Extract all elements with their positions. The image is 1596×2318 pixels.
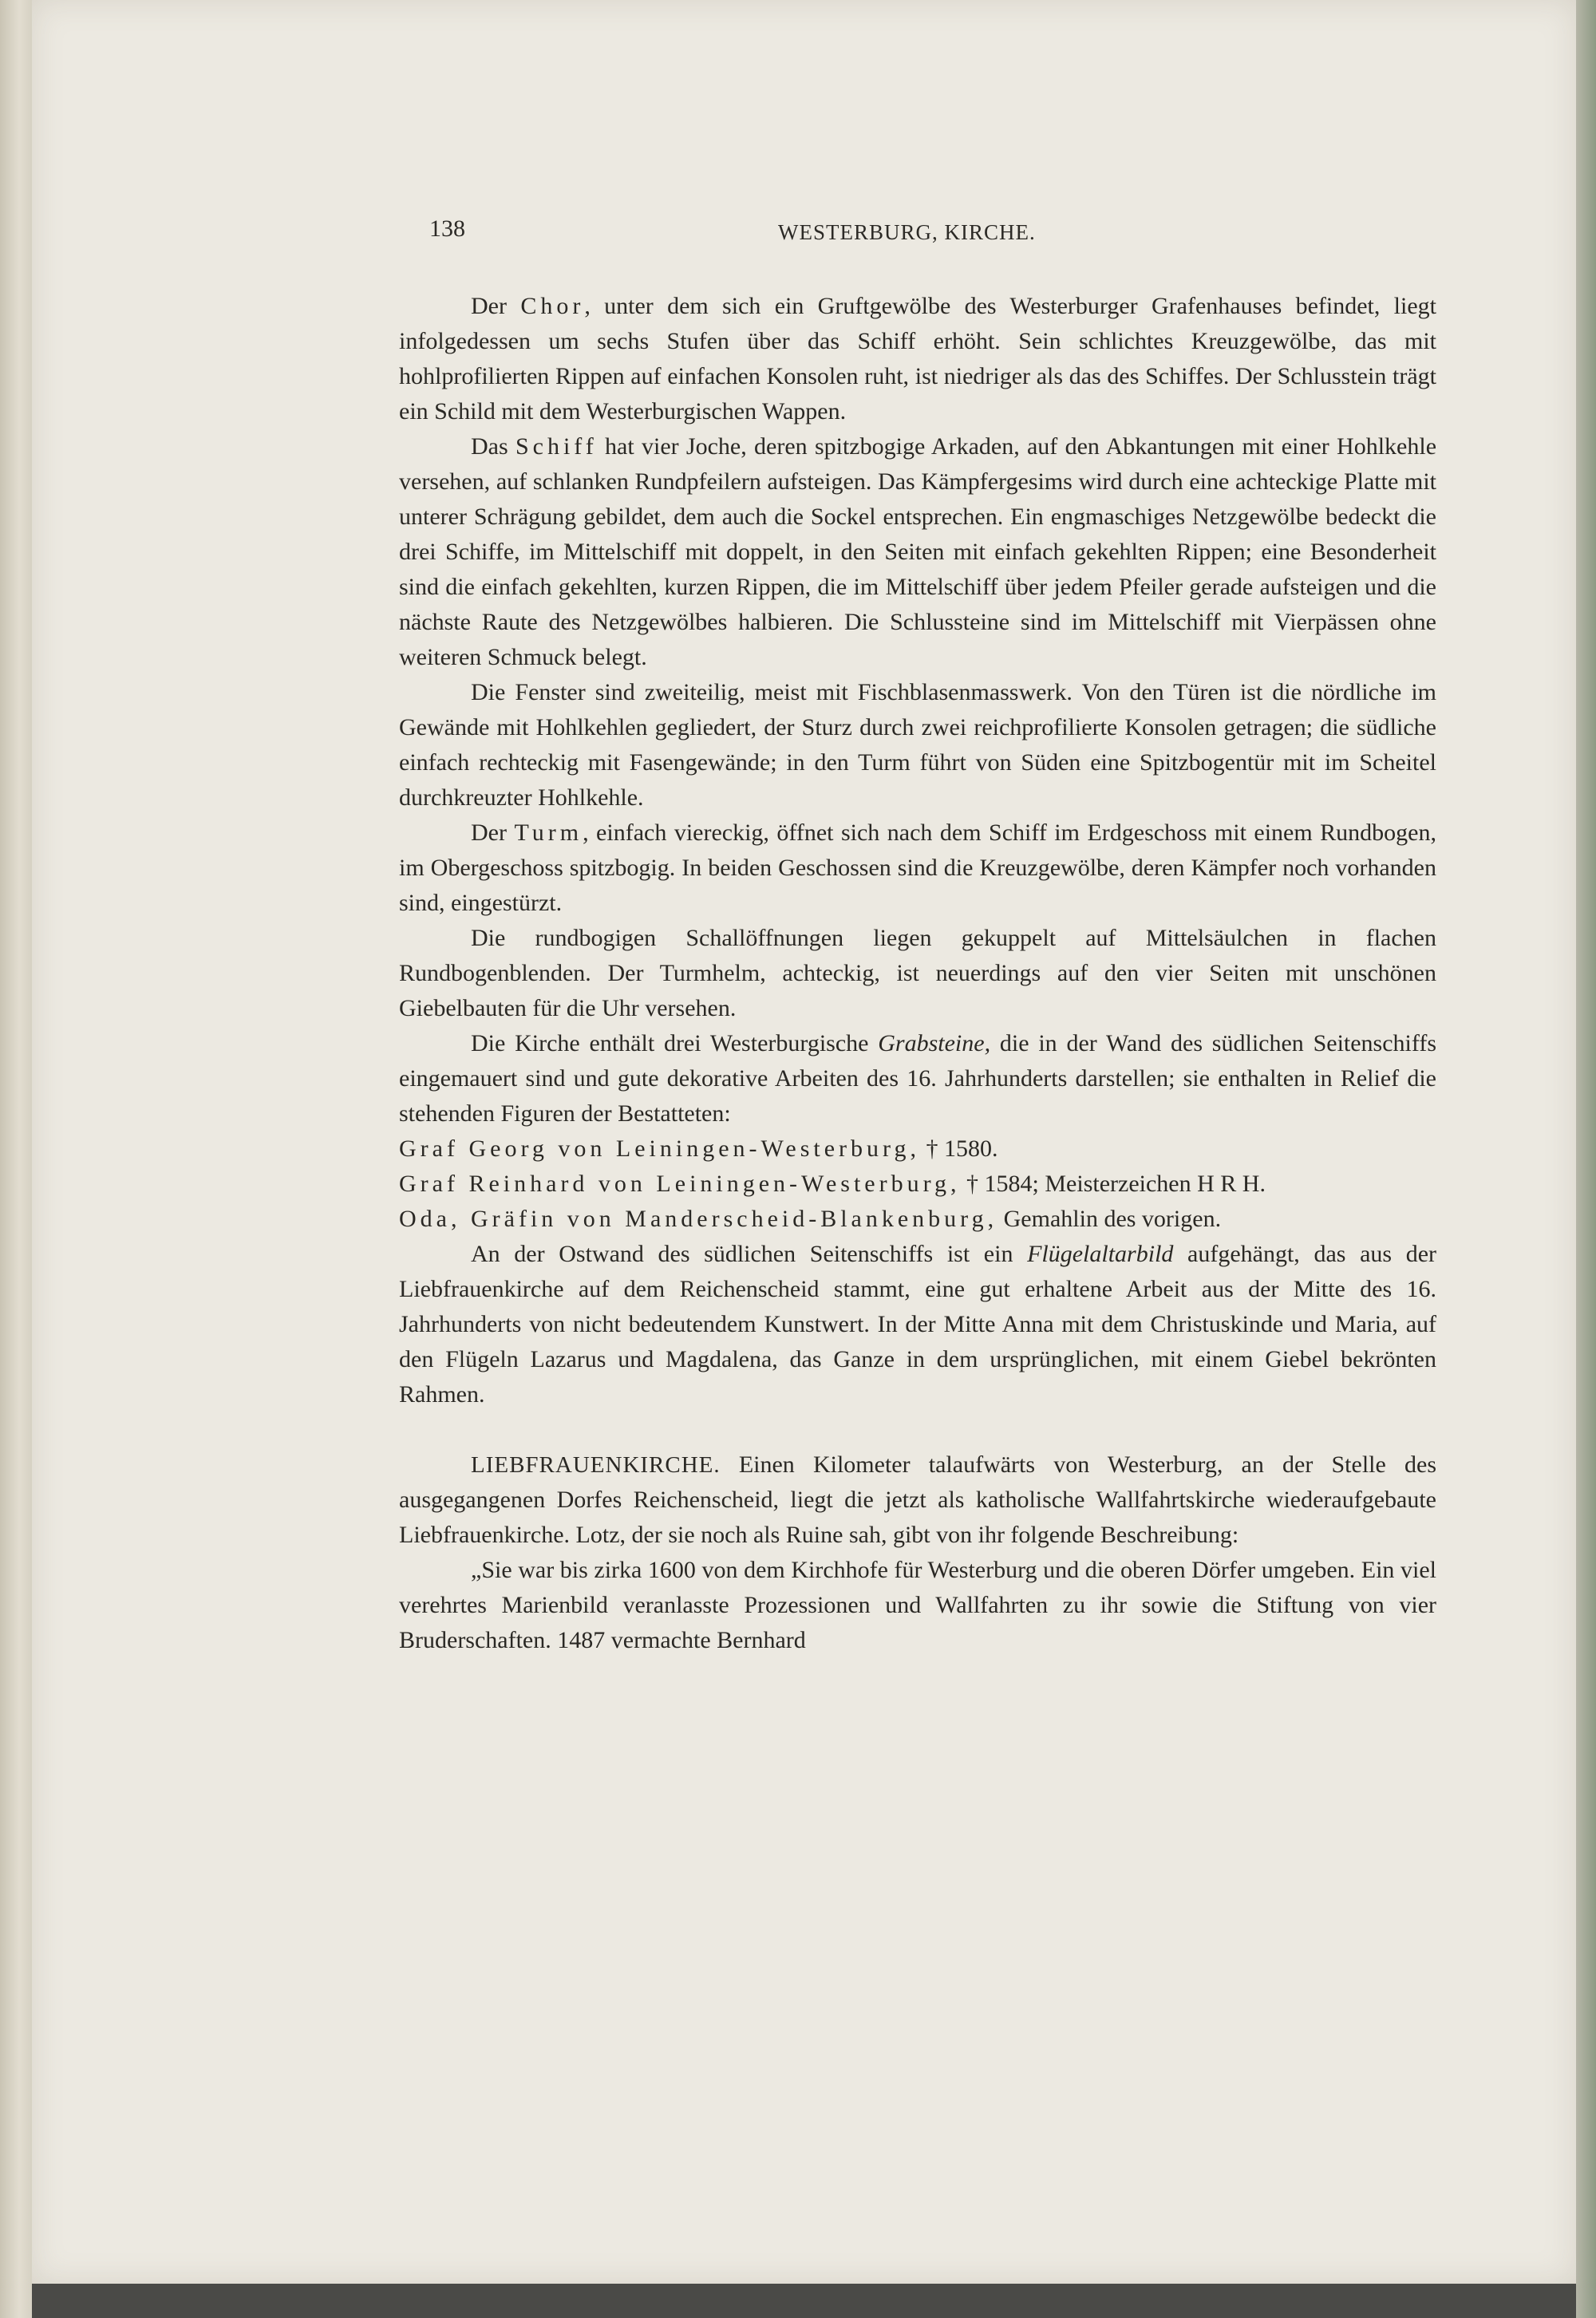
paragraph-liebfrauenkirche <box>399 1447 1436 1553</box>
paragraph-schalloeffnungen: Die rundbogigen Schallöffnungen liegen gekuppelt auf Mittelsäulchen in flachen Rundbogenblenden. Der Turmhelm, achteckig, ist neuerdings auf den vier Seiten mit unschönen Giebelbauten für die Uhr versehen. <box>399 925 1436 1021</box>
p7-after: aufgehängt, das aus der Liebfrauenkirche auf dem Reichenscheid stammt, eine gut erhaltene Arbeit aus der Mitte des 16. Jahrhunderts von nicht bedeutendem Kunstwert. In der Mitte Anna mit dem Christuskinde und Maria, auf den Flügeln Lazarus und Magdalena, das Ganze in dem ursprünglichen, mit einem Giebel bekrönten Rahmen. <box>399 1241 1436 1408</box>
grave-rest: Gemahlin des vorigen. <box>998 1206 1222 1232</box>
running-title: WESTERBURG, KIRCHE. <box>778 220 1036 244</box>
grave-entry <box>399 1167 1436 1202</box>
p8-rest: Einen Kilometer talaufwärts von Westerburg, an der Stelle des ausgegangenen Dorfes Reichenscheid, liegt die jetzt als katholische Wallfahrtskirche wiederaufgebaute Liebfrauenkirche. Lotz, der sie noch als Ruine sah, gibt von ihr folgende Beschreibung: <box>399 1451 1436 1548</box>
grave-entry <box>399 1202 1436 1237</box>
p6-after: die in der Wand des südlichen Seitenschiffs eingemauert sind und gute dekorative Arbeiten des 16. Jahrhunderts darstellen; sie enthalten in Relief die stehenden Figuren der Bestatteten: <box>399 1030 1436 1127</box>
p2-prefix: Das <box>471 433 508 460</box>
paragraph-schiff <box>399 429 1436 675</box>
running-head <box>32 215 1576 255</box>
grave-name: Oda, Gräfin von Manderscheid-Blankenburg, <box>399 1206 998 1232</box>
p4-rest: , einfach viereckig, öffnet sich nach dem Schiff im Erdgeschoss mit einem Rundbogen, im Obergeschoss spitzbogig. In beiden Geschossen sind die Kreuzgewölbe, deren Kämpfer noch vorhanden sind, eingestürzt. <box>399 819 1436 916</box>
book-edge <box>1576 0 1596 2318</box>
paragraph-chor <box>399 289 1436 429</box>
book-page <box>32 0 1576 2284</box>
p4-prefix: Der <box>471 819 507 846</box>
term-chor: Chor <box>520 293 585 319</box>
term-schiff: Schiff <box>515 433 598 460</box>
paragraph-grabsteine <box>399 1026 1436 1131</box>
paragraph-quote: „Sie war bis zirka 1600 von dem Kirchhofe für Westerburg und die oberen Dörfer umgeben. Ein viel verehrtes Marienbild veranlasste Prozessionen und Wallfahrten zu ihr sowie die Stiftung von vier Bruderschaften. 1487 vermachte Bernhard <box>399 1557 1436 1653</box>
grave-name: Graf Reinhard von Leiningen-Westerburg, <box>399 1171 961 1197</box>
grave-rest: † 1584; Meisterzeichen H R H. <box>960 1171 1266 1197</box>
paragraph-fenster: Die Fenster sind zweiteilig, meist mit Fischblasenmasswerk. Von den Türen ist die nördliche im Gewände mit Hohlkehlen gegliedert, der Sturz durch zwei reichprofilierte Konsolen getragen; die südliche einfach rechteckig mit Fasengewände; in den Turm führt von Süden eine Spitzbogentür mit im Scheitel durchkreuzter Hohlkehle. <box>399 679 1436 811</box>
p2-rest: hat vier Joche, deren spitzbogige Arkaden, auf den Abkantungen mit einer Hohlkehle versehen, auf schlanken Rundpfeilern aufsteigen. Das Kämpfergesims wird durch eine achteckige Platte mit unterer Schrägung gebildet, dem auch die Sockel entsprechen. Ein engmaschiges Netzgewölbe bedeckt die drei Schiffe, im Mittelschiff mit doppelt, in den Seiten mit einfach gekehlten Rippen; eine Besonderheit sind die einfach gekehlten, kurzen Rippen, die im Mittelschiff über jedem Pfeiler gerade aufsteigen und die nächste Raute des Netzgewölbes halbieren. Die Schlussteine sind im Mittelschiff mit Vierpässen ohne weiteren Schmuck belegt. <box>399 433 1437 670</box>
p1-rest: , unter dem sich ein Gruftgewölbe des Westerburger Grafenhauses befindet, liegt infolgedessen um sechs Stufen über das Schiff erhöht. Sein schlichtes Kreuzgewölbe, das mit hohlprofilierten Rippen auf einfachen Konsolen ruht, ist niedriger als das des Schiffes. Der Schlusstein trägt ein Schild mit dem Westerburgischen Wappen. <box>399 293 1437 425</box>
term-fluegelaltarbild: Flügelaltarbild <box>1027 1241 1174 1267</box>
p1-prefix: Der <box>471 293 507 319</box>
page-gutter <box>0 0 32 2318</box>
grave-entry <box>399 1131 1436 1167</box>
body-text <box>399 289 1436 1658</box>
p6-before: Die Kirche enthält drei Westerburgische <box>471 1030 879 1056</box>
paragraph-fluegelaltar <box>399 1237 1436 1412</box>
term-grabsteine: Grabsteine, <box>878 1030 991 1056</box>
paragraph-turm <box>399 815 1436 921</box>
grave-rest: † 1580. <box>920 1135 998 1162</box>
p7-before: An der Ostwand des südlichen Seitenschiffs ist ein <box>471 1241 1028 1267</box>
section-heading-liebfrauenkirche: LIEBFRAUENKIRCHE. <box>471 1452 721 1478</box>
page-number: 138 <box>429 215 465 242</box>
term-turm: Turm <box>514 819 583 846</box>
grave-name: Graf Georg von Leiningen-Westerburg, <box>399 1135 920 1162</box>
